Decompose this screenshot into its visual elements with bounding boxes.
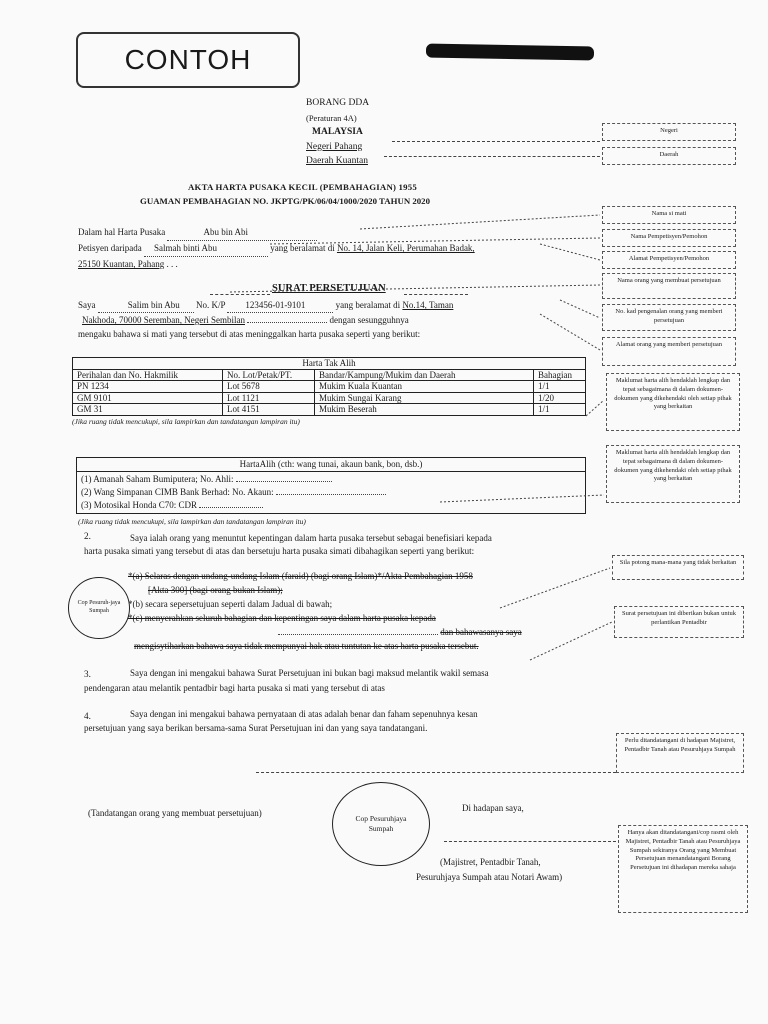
col-header: Bahagian <box>534 369 586 381</box>
small-seal: Cop Pesuruh-jaya Sumpah <box>68 577 130 639</box>
table-cell: 1/1 <box>534 381 586 393</box>
movable-item: (2) Wang Simpanan CIMB Bank Berhad: No. Akaun: <box>81 486 581 499</box>
para2-line2: harta pusaka simati yang tersebut di atas dan bersetuju harta pusaka simati dibahagikan seperti yang berikut: <box>84 546 475 556</box>
para2-number: 2. <box>84 531 91 541</box>
signature-label: (Tandatangan orang yang membuat persetujuan) <box>88 808 262 818</box>
table-cell: Lot 5678 <box>223 381 315 393</box>
saya-label: Saya <box>78 300 96 310</box>
estate-info: Dalam hal Harta Pusaka Abu bin Abi Petisyen daripada Salmah binti Abu yang beralamat di No. 14, Jalan Keli, Perumahan Badak, 25150 Kuantan, Pahang . . . <box>78 227 475 269</box>
note-bukan-pentadbir: Surat persetujuan ini diberikan bukan untuk perlantikan Pentadbir <box>614 606 744 638</box>
col-header: Bandar/Kampung/Mukim dan Daerah <box>315 369 534 381</box>
para4-line2: persetujuan yang saya berikan bersama-sama Surat Persetujuan ini dan yang saya tandatangani. <box>84 723 428 733</box>
note-alamat-persetujuan: Alamat orang yang memberi persetujuan <box>602 337 736 366</box>
movable-note: (Jika ruang tidak mencukupi, sila lampirkan dan tandatangan lampiran itu) <box>78 517 306 526</box>
consenter-name: Salim bin Abu <box>127 300 180 310</box>
note-daerah: Daerah <box>602 147 736 165</box>
officer-line1: (Majistret, Pentadbir Tanah, <box>440 857 541 867</box>
option-b: *(b) secara sepersetujuan seperti dalam Jadual di bawah; <box>128 599 333 609</box>
movable-title: HartaAlih (cth: wang tunai, akaun bank, bon, dsb.) <box>77 458 585 472</box>
table-cell: PN 1234 <box>73 381 223 393</box>
state-value: Negeri Pahang <box>306 141 363 152</box>
act-title: AKTA HARTA PUSAKA KECIL (PEMBAHAGIAN) 1955 <box>188 182 417 192</box>
table-cell: Mukim Kuala Kuantan <box>315 381 534 393</box>
petitioner-address-1: No. 14, Jalan Keli, Perumahan Badak, <box>336 243 475 253</box>
address-label: yang beralamat di <box>270 243 335 253</box>
table-cell: GM 9101 <box>73 392 223 404</box>
form-regulation: (Peraturan 4A) <box>306 112 357 123</box>
immovable-note: (Jika ruang tidak mencukupi, sila lampirkan dan tandatangan lampiran itu) <box>72 416 300 426</box>
table-cell: Lot 1121 <box>223 392 315 404</box>
before-me: Di hadapan saya, <box>462 803 524 813</box>
note-alamat-pempetisyen: Alamat Pempetisyen/Pemohon <box>602 251 736 269</box>
petitioner-address-2: 25150 Kuantan, Pahang <box>78 259 165 269</box>
form-name: BORANG DDA <box>306 98 370 108</box>
form-country: MALAYSIA <box>312 127 363 137</box>
col-header: No. Lot/Petak/PT. <box>223 369 315 381</box>
option-a-cont: [Akta 300] (bagi orang bukan Islam); <box>148 585 283 595</box>
consent-tail: dengan sesungguhnya <box>329 315 409 325</box>
consenter-address-2: Nakhoda, 70000 Seremban, Negeri Sembilan <box>82 315 245 325</box>
table-cell: 1/1 <box>534 404 586 416</box>
consenter-address-label: yang beralamat di <box>335 300 401 310</box>
table-cell: GM 31 <box>73 404 223 416</box>
sample-stamp: CONTOH <box>76 32 300 88</box>
estate-label: Dalam hal Harta Pusaka <box>78 227 166 237</box>
consenter-address-1: No.14, Taman <box>402 300 454 310</box>
immovable-title: Harta Tak Alih <box>73 358 586 370</box>
kp-label: No. K/P <box>196 300 226 310</box>
note-kad-pengenalan: No. kad pengenalan orang yang memberi persetujuan <box>602 304 736 331</box>
para4-line1: Saya dengan ini mengakui bahawa pernyataan di atas adalah benar dan faham sepenuhnya kesan <box>130 709 478 719</box>
para3-number: 3. <box>84 669 91 679</box>
table-cell: Lot 4151 <box>223 404 315 416</box>
para3-line1: Saya dengan ini mengakui bahawa Surat Persetujuan ini bukan bagi maksud melantik wakil semasa <box>130 668 489 678</box>
case-title: GUAMAN PEMBAHAGIAN NO. JKPTG/PK/06/04/1000/2020 TAHUN 2020 <box>140 196 430 206</box>
petition-label: Petisyen daripada <box>78 243 142 253</box>
option-c-cont: dan bahawasanya saya <box>440 627 522 637</box>
note-dihadapan: Perlu ditandatangani di hadapan Majistret, Pentadbir Tanah atau Pesuruhjaya Sumpah <box>616 733 744 773</box>
deceased-name: Abu bin Abi <box>203 227 248 237</box>
note-pempetisyen: Nama Pempetisyen/Pemohon <box>602 229 736 247</box>
para3-line2: pendengaran atau melantik pentadbir bagi harta pusaka si mati yang tersebut di atas <box>84 683 385 693</box>
consent-title: SURAT PERSETUJUAN <box>272 283 386 294</box>
note-nama-si-mati: Nama si mati <box>602 206 736 224</box>
table-cell: Mukim Sungai Karang <box>315 392 534 404</box>
para4-number: 4. <box>84 711 91 721</box>
petitioner-name: Salmah binti Abu <box>153 243 217 253</box>
movable-item: (3) Motosikal Honda C70: CDR <box>81 499 581 512</box>
note-harta-tak-alih: Maklumat harta alih hendaklah lengkap dan tepat sebagaimana di dalam dokumen-dokumen yang dikehendaki oleh setiap pihak yang berkaitan <box>606 373 740 431</box>
table-cell: Mukim Beserah <box>315 404 534 416</box>
consent-line3: mengaku bahawa si mati yang tersebut di atas meninggalkan harta pusaka seperti yang berikut: <box>78 329 421 339</box>
officer-line2: Pesuruhjaya Sumpah atau Notari Awam) <box>416 872 563 882</box>
movable-item: (1) Amanah Saham Bumiputera; No. Ahli: <box>81 473 581 486</box>
district-value: Daerah Kuantan <box>306 156 368 166</box>
option-a: *(a) Selaras dengan undang-undang Islam (faraid) (bagi orang Islam)*/Akta Pembahagian 1958 <box>128 571 473 581</box>
table-cell: 1/20 <box>534 392 586 404</box>
col-header: Perihalan dan No. Hakmilik <box>73 369 223 381</box>
note-nama-persetujuan: Nama orang yang membuat persetujuan <box>602 273 736 299</box>
consenter-ic: 123456-01-9101 <box>245 300 306 310</box>
note-hanya: Hanya akan ditandatangani/cop rasmi oleh Majistret, Pentadbir Tanah atau Pesuruhjaya Sumpah sekiranya Orang yang Membuat Persetujuan menandatangani Borang Persetujuan ini dihadapan mereka sahaja <box>618 825 748 913</box>
note-sila-potong: Sila potong mana-mana yang tidak berkaitan <box>612 555 744 580</box>
option-c-end: mengisytiharkan bahawa saya tidak mempunyai hak atau tuntutan ke atas harta pusaka tersebut. <box>134 641 479 651</box>
para2-line: Saya ialah orang yang menuntut kepentingan dalam harta pusaka tersebut sebagai benefisiari kepada <box>130 533 492 543</box>
large-seal: Cop Pesuruhjaya Sumpah <box>332 782 430 866</box>
option-c: *(c) menyerahkan seluruh bahagian dan kepentingan saya dalam harta pusaka kepada <box>128 613 436 623</box>
note-negeri: Negeri <box>602 123 736 141</box>
note-harta-alih: Maklumat harta alih hendaklah lengkap dan tepat sebagaimana di dalam dokumen-dokumen yang dikehendaki oleh setiap pihak yang berkaitan <box>606 445 740 503</box>
